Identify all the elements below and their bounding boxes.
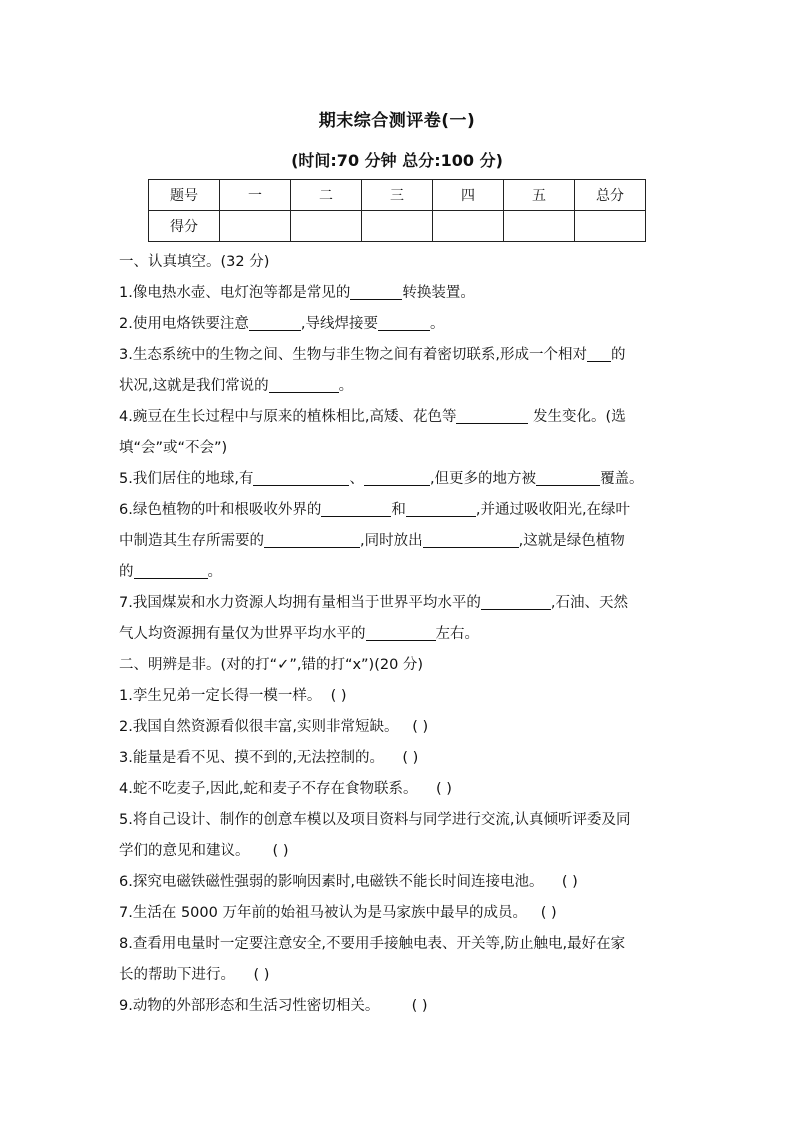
question-7: 7.我国煤炭和水力资源人均拥有量相当于世界平均水平的 ,石油、天然 [119, 588, 679, 619]
score-header-cell: 总分 [575, 180, 646, 211]
question-1: 1.像电热水壶、电灯泡等都是常见的 转换装置。 [119, 278, 679, 309]
question-7-continued: 气人均资源拥有量仅为世界平均水平的 左右。 [119, 619, 679, 650]
answer-blank[interactable] [264, 529, 360, 548]
score-header-cell: 四 [433, 180, 504, 211]
page-title: 期末综合测评卷(一) [318, 111, 476, 131]
score-header-cell: 一 [220, 180, 291, 211]
score-header-cell: 二 [291, 180, 362, 211]
answer-blank[interactable] [321, 498, 391, 517]
answer-parentheses[interactable]: ( ) [330, 688, 347, 704]
answer-blank[interactable] [269, 374, 339, 393]
answer-blank[interactable] [456, 405, 528, 424]
tf-item-continued: 长的帮助下进行。 ( ) [119, 960, 679, 991]
tf-item: 4.蛇不吃麦子,因此,蛇和麦子不存在食物联系。 ( ) [119, 774, 679, 805]
score-row-label: 得分 [149, 211, 220, 242]
exam-content [119, 247, 679, 1022]
score-cell[interactable] [220, 211, 291, 242]
answer-parentheses[interactable]: ( ) [411, 998, 428, 1014]
answer-blank[interactable] [350, 281, 402, 300]
answer-parentheses[interactable]: ( ) [561, 874, 578, 890]
answer-parentheses[interactable]: ( ) [540, 905, 557, 921]
answer-blank[interactable] [249, 312, 301, 331]
answer-blank[interactable] [134, 560, 208, 579]
answer-blank[interactable] [481, 591, 551, 610]
tf-item: 3.能量是看不见、摸不到的,无法控制的。 ( ) [119, 743, 679, 774]
score-table-header-row [149, 180, 646, 211]
score-cell[interactable] [362, 211, 433, 242]
question-4: 4.豌豆在生长过程中与原来的植株相比,高矮、花色等 发生变化。(选 [119, 402, 679, 433]
exam-info: (时间:70 分钟 总分:100 分) [291, 151, 503, 170]
tf-item: 5.将自己设计、制作的创意车模以及项目资料与同学进行交流,认真倾听评委及同 [119, 812, 631, 828]
question-3-continued: 状况,这就是我们常说的 。 [119, 371, 679, 402]
question-4-continued: 填“会”或“不会”) [119, 440, 228, 456]
question-2: 2.使用电烙铁要注意 ,导线焊接要 。 [119, 309, 679, 340]
score-cell[interactable] [575, 211, 646, 242]
question-6: 6.绿色植物的叶和根吸收外界的 和 ,并通过吸收阳光,在绿叶 [119, 495, 679, 526]
answer-blank[interactable] [406, 498, 476, 517]
score-table [148, 179, 646, 242]
score-table-score-row [149, 211, 646, 242]
answer-parentheses[interactable]: ( ) [272, 843, 289, 859]
answer-blank[interactable] [366, 622, 436, 641]
tf-item: 2.我国自然资源看似很丰富,实则非常短缺。 ( ) [119, 712, 679, 743]
answer-blank[interactable] [536, 467, 600, 486]
score-cell[interactable] [504, 211, 575, 242]
answer-blank[interactable] [253, 467, 349, 486]
answer-blank[interactable] [364, 467, 430, 486]
question-3: 3.生态系统中的生物之间、生物与非生物之间有着密切联系,形成一个相对 的 [119, 340, 679, 371]
section-heading-true-false: 二、明辨是非。(对的打“✓”,错的打“x”)(20 分) [119, 657, 424, 673]
score-header-cell: 五 [504, 180, 575, 211]
answer-parentheses[interactable]: ( ) [402, 750, 419, 766]
answer-blank[interactable] [378, 312, 430, 331]
question-6-continued: 中制造其生存所需要的 ,同时放出 ,这就是绿色植物 [119, 526, 679, 557]
score-header-cell: 题号 [149, 180, 220, 211]
section-heading-fill-in: 一、认真填空。(32 分) [119, 254, 270, 270]
score-cell[interactable] [433, 211, 504, 242]
answer-parentheses[interactable]: ( ) [253, 967, 270, 983]
question-6-continued: 的 。 [119, 557, 679, 588]
tf-item: 1.孪生兄弟一定长得一模一样。 ( ) [119, 681, 679, 712]
tf-item: 9.动物的外部形态和生活习性密切相关。 ( ) [119, 991, 679, 1022]
answer-blank[interactable] [587, 343, 611, 362]
answer-blank[interactable] [423, 529, 519, 548]
answer-parentheses[interactable]: ( ) [412, 719, 429, 735]
answer-parentheses[interactable]: ( ) [436, 781, 452, 797]
score-cell[interactable] [291, 211, 362, 242]
tf-item: 6.探究电磁铁磁性强弱的影响因素时,电磁铁不能长时间连接电池。 ( ) [119, 867, 679, 898]
question-5: 5.我们居住的地球,有 、 ,但更多的地方被 覆盖。 [119, 464, 679, 495]
score-header-cell: 三 [362, 180, 433, 211]
tf-item: 8.查看用电量时一定要注意安全,不要用手接触电表、开关等,防止触电,最好在家 [119, 936, 626, 952]
tf-item: 7.生活在 5000 万年前的始祖马被认为是马家族中最早的成员。 ( ) [119, 898, 679, 929]
tf-item-continued: 学们的意见和建议。 ( ) [119, 836, 679, 867]
